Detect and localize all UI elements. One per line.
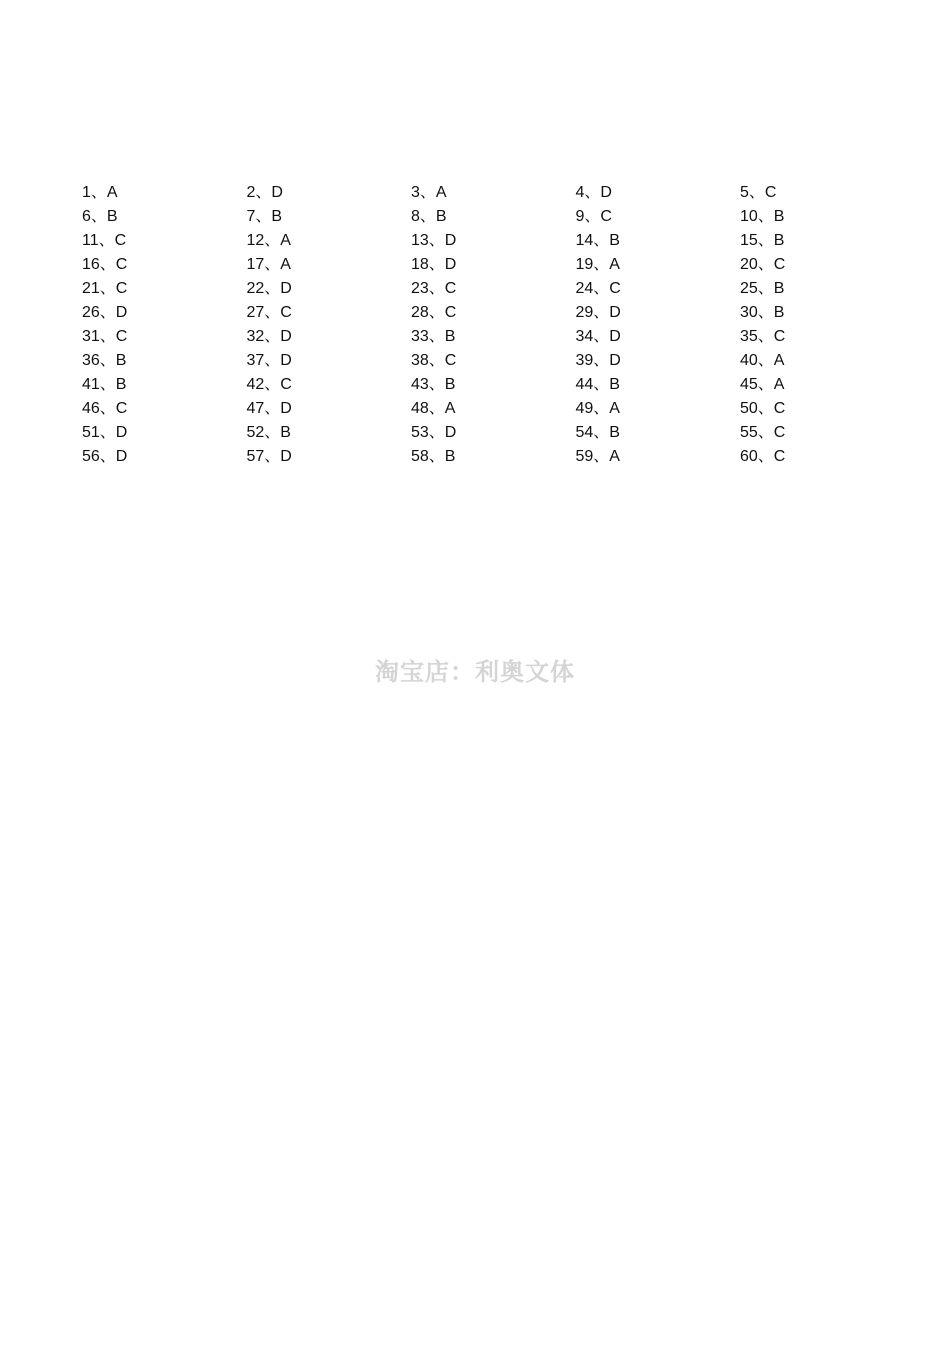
- answer-key-grid: [82, 181, 902, 469]
- answer-item: 47、D: [246, 400, 292, 417]
- answer-item: 48、A: [411, 400, 456, 417]
- answer-item: 46、C: [82, 400, 128, 417]
- answer-item: 57、D: [246, 448, 292, 465]
- answer-item: 27、C: [246, 304, 292, 321]
- answer-item: 1、A: [82, 184, 118, 201]
- answer-item: 29、D: [575, 304, 621, 321]
- answer-item: 45、A: [740, 376, 785, 393]
- answer-item: 5、C: [740, 184, 777, 201]
- answer-item: 38、C: [411, 352, 457, 369]
- answer-item: 52、B: [246, 424, 291, 441]
- answer-item: 18、D: [411, 256, 457, 273]
- answer-item: 2、D: [246, 184, 283, 201]
- answer-item: 37、D: [246, 352, 292, 369]
- watermark-text: 淘宝店：利奥文体: [375, 657, 575, 686]
- answer-item: 51、D: [82, 424, 128, 441]
- answer-item: 39、D: [575, 352, 621, 369]
- answer-item: 49、A: [575, 400, 620, 417]
- answer-item: 16、C: [82, 256, 128, 273]
- answer-item: 21、C: [82, 280, 128, 297]
- answer-item: 17、A: [246, 256, 291, 273]
- answer-item: 34、D: [575, 328, 621, 345]
- answer-item: 13、D: [411, 232, 457, 249]
- answer-item: 6、B: [82, 208, 118, 225]
- answer-item: 4、D: [575, 184, 612, 201]
- answer-item: 26、D: [82, 304, 128, 321]
- answer-item: 59、A: [575, 448, 620, 465]
- answer-item: 42、C: [246, 376, 292, 393]
- answer-item: 35、C: [740, 328, 786, 345]
- answer-item: 15、B: [740, 232, 785, 249]
- answer-item: 50、C: [740, 400, 786, 417]
- answer-item: 19、A: [575, 256, 620, 273]
- answer-item: 53、D: [411, 424, 457, 441]
- answer-item: 58、B: [411, 448, 456, 465]
- answer-item: 3、A: [411, 184, 447, 201]
- answer-item: 8、B: [411, 208, 447, 225]
- answer-item: 60、C: [740, 448, 786, 465]
- answer-item: 41、B: [82, 376, 127, 393]
- answer-item: 10、B: [740, 208, 785, 225]
- answer-item: 11、C: [82, 232, 127, 249]
- answer-item: 44、B: [575, 376, 620, 393]
- answer-item: 25、B: [740, 280, 785, 297]
- answer-item: 14、B: [575, 232, 620, 249]
- answer-item: 9、C: [575, 208, 612, 225]
- answer-item: 40、A: [740, 352, 785, 369]
- answer-item: 31、C: [82, 328, 128, 345]
- answer-item: 36、B: [82, 352, 127, 369]
- answer-item: 55、C: [740, 424, 786, 441]
- answer-item: 56、D: [82, 448, 128, 465]
- answer-item: 30、B: [740, 304, 785, 321]
- answer-item: 12、A: [246, 232, 291, 249]
- answer-item: 7、B: [246, 208, 283, 225]
- answer-item: 24、C: [575, 280, 621, 297]
- answer-item: 22、D: [246, 280, 292, 297]
- answer-item: 28、C: [411, 304, 457, 321]
- answer-item: 20、C: [740, 256, 786, 273]
- answer-item: 43、B: [411, 376, 456, 393]
- answer-item: 23、C: [411, 280, 457, 297]
- answer-item: 33、B: [411, 328, 456, 345]
- answer-item: 54、B: [575, 424, 620, 441]
- answer-item: 32、D: [246, 328, 292, 345]
